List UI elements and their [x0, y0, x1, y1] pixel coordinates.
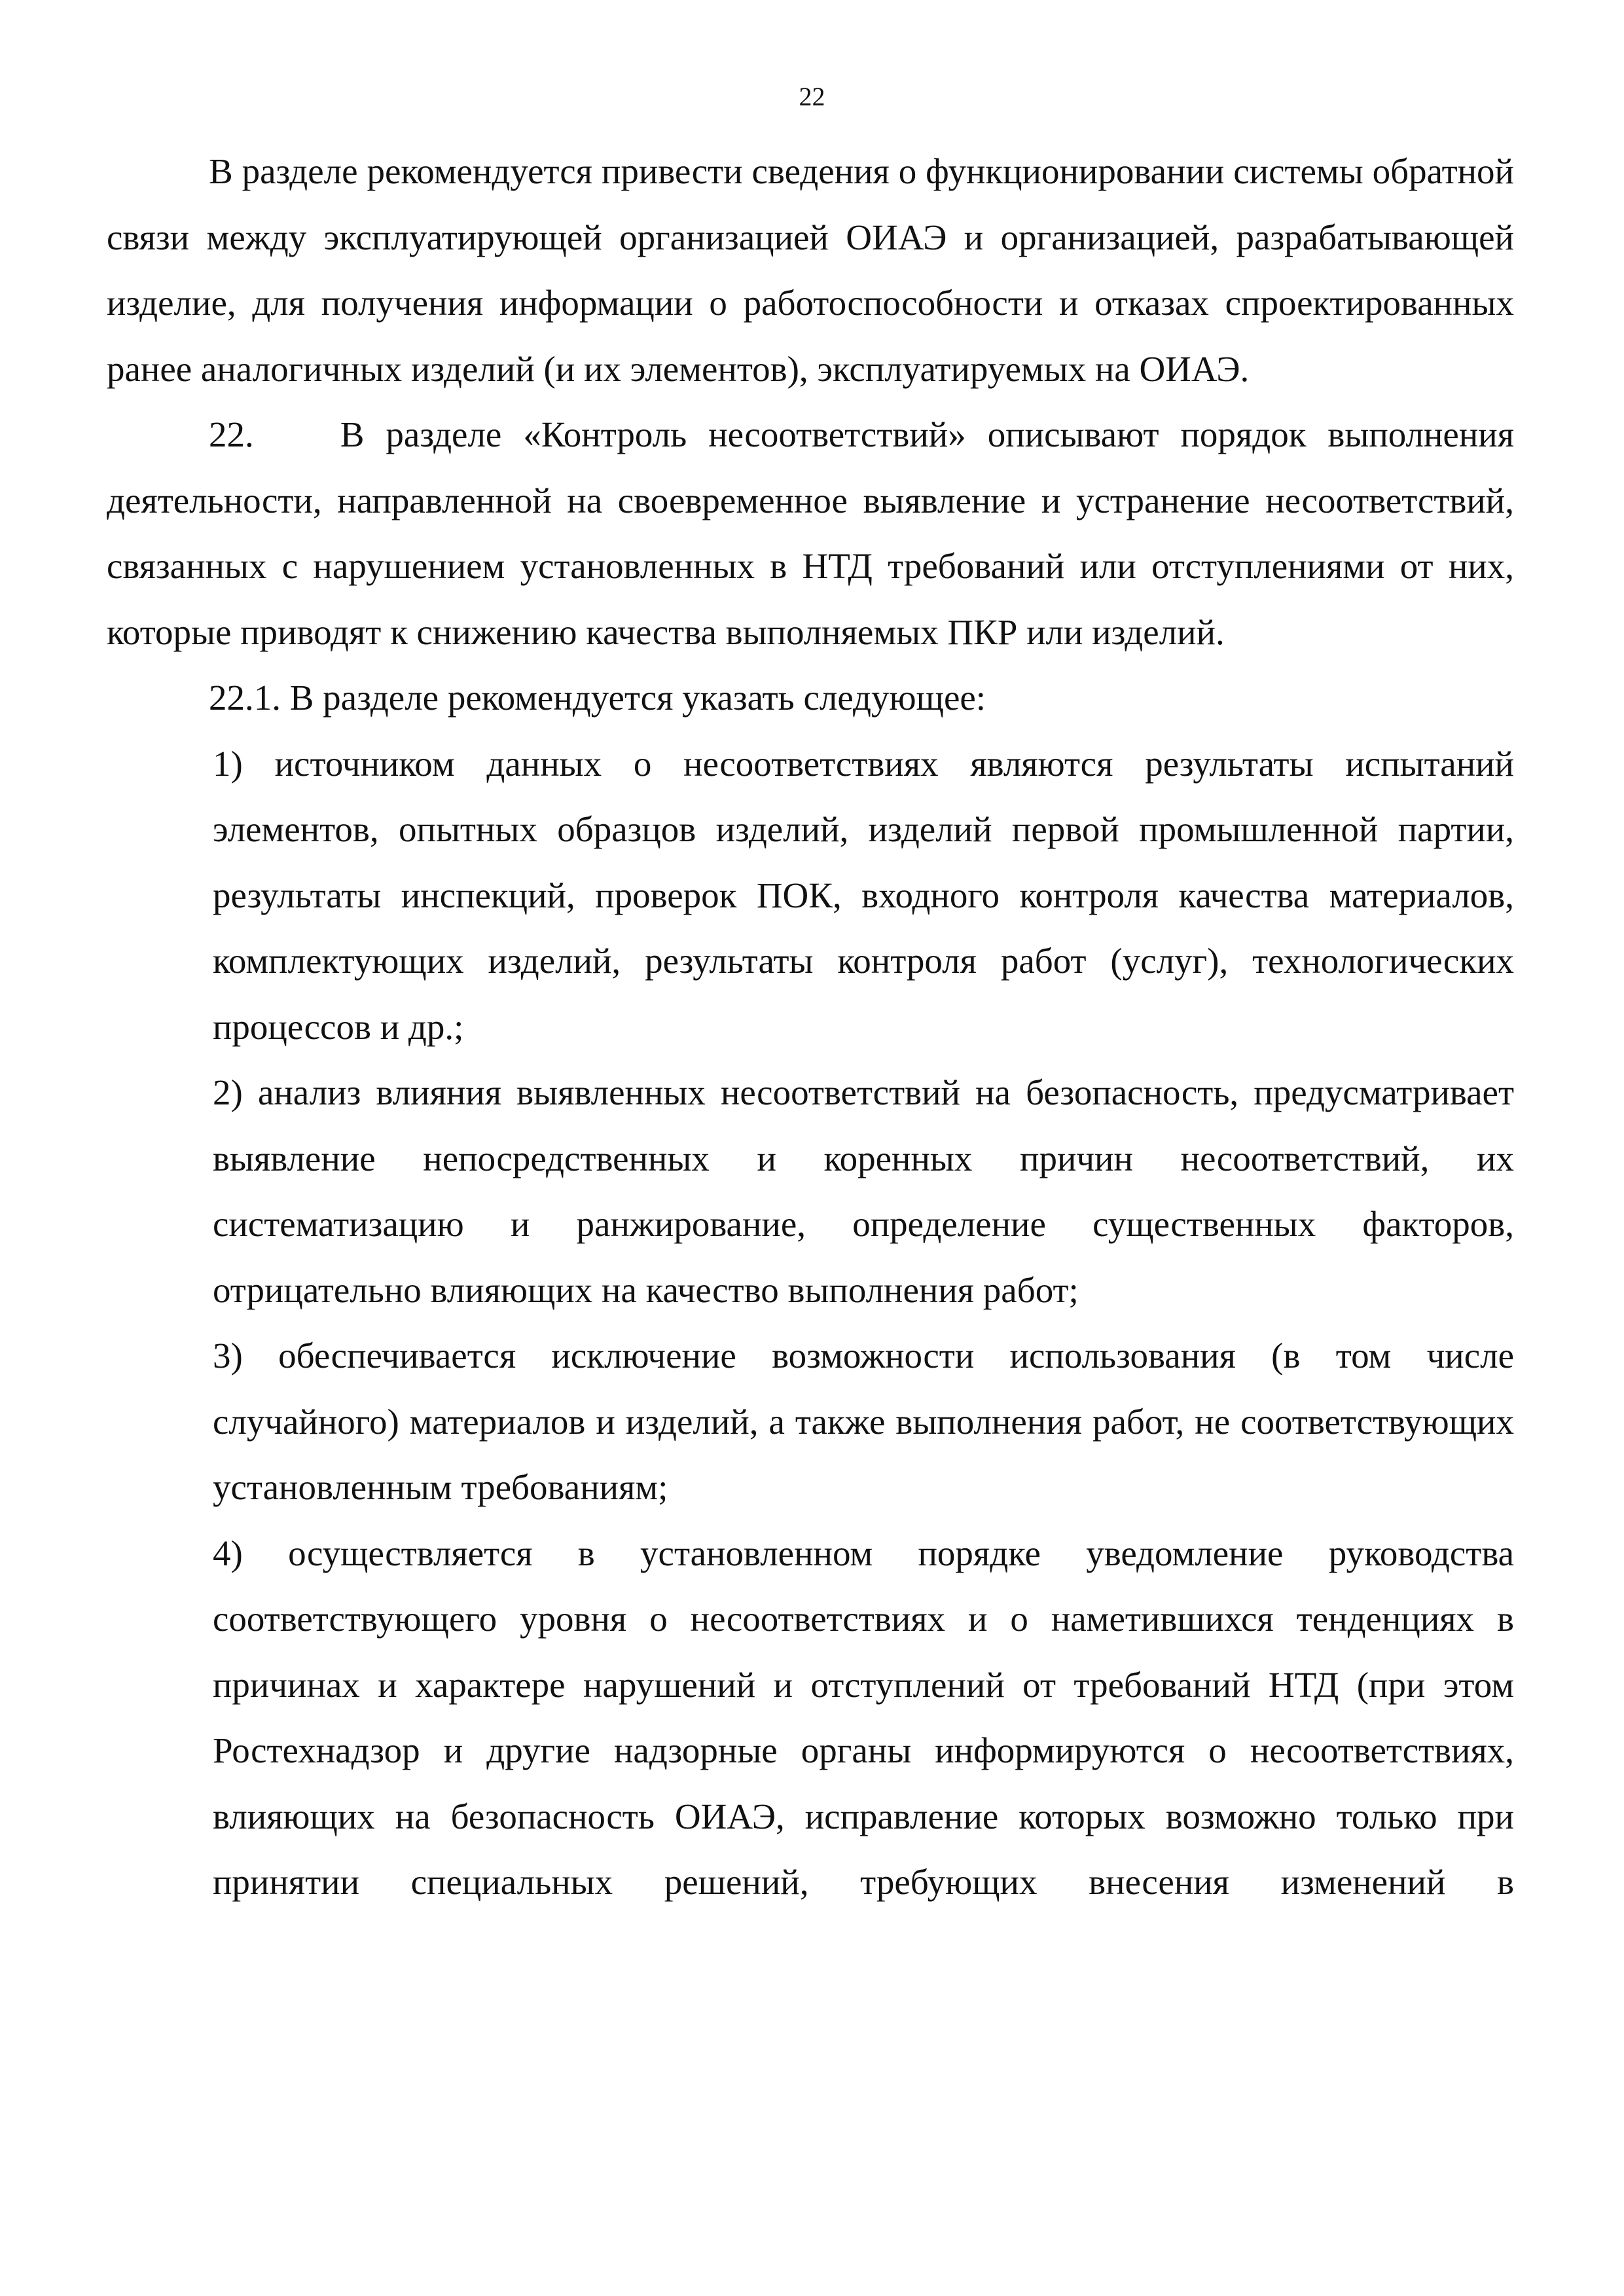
list-item-4: 4) осуществляется в установленном порядке уведомление руководства соответствующего уровня о несоответствиях и о наметившихся тенденциях в причинах и характере нарушений и отступлений от требований НТД (при этом Ростехнадзор и другие надзорные органы информируются о несоответствиях, влияющих на безопасность ОИАЭ, исправление которых возможно только при принятии специальных решений, требующих внесения изменений в [213, 1533, 1514, 1902]
page-number: 22 [799, 82, 825, 111]
clause-22-text: В разделе «Контроль несоответствий» описывают порядок выполнения деятельности, направленной на своевременное выявление и устранение несоответствий, связанных с нарушением установленных в НТД требований или отступлениями от них, которые приводят к снижению качества выполняемых ПКР или изделий. [107, 414, 1514, 652]
list-item-1: 1) источником данных о несоответствиях являются результаты испытаний элементов, опытных образцов изделий, изделий первой промышленной партии, результаты инспекций, проверок ПОК, входного контроля качества материалов, комплектующих изделий, результаты контроля работ (услуг), технологических процессов и др.; [213, 743, 1514, 1047]
paragraph-22 [107, 402, 1514, 665]
list-item-3: 3) обеспечивается исключение возможности использования (в том числе случайного) материалов и изделий, а также выполнения работ, не соответствующих установленным требованиям; [213, 1336, 1514, 1507]
list-item-2: 2) анализ влияния выявленных несоответствий на безопасность, предусматривает выявление непосредственных и коренных причин несоответствий, их систематизацию и ранжирование, определение существенных факторов, отрицательно влияющих на качество выполнения работ; [213, 1072, 1514, 1310]
clause-number-22: 22. [209, 414, 254, 454]
document-body [107, 139, 1514, 1916]
paragraph-22-1: 22.1. В разделе рекомендуется указать следующее: [209, 678, 986, 718]
paragraph-feedback-system: В разделе рекомендуется привести сведения о функционировании системы обратной связи между эксплуатирующей организацией ОИАЭ и организацией, разрабатывающей изделие, для получения информации о работоспособности и отказах спроектированных ранее аналогичных изделий (и их элементов), эксплуатируемых на ОИАЭ. [107, 151, 1514, 389]
